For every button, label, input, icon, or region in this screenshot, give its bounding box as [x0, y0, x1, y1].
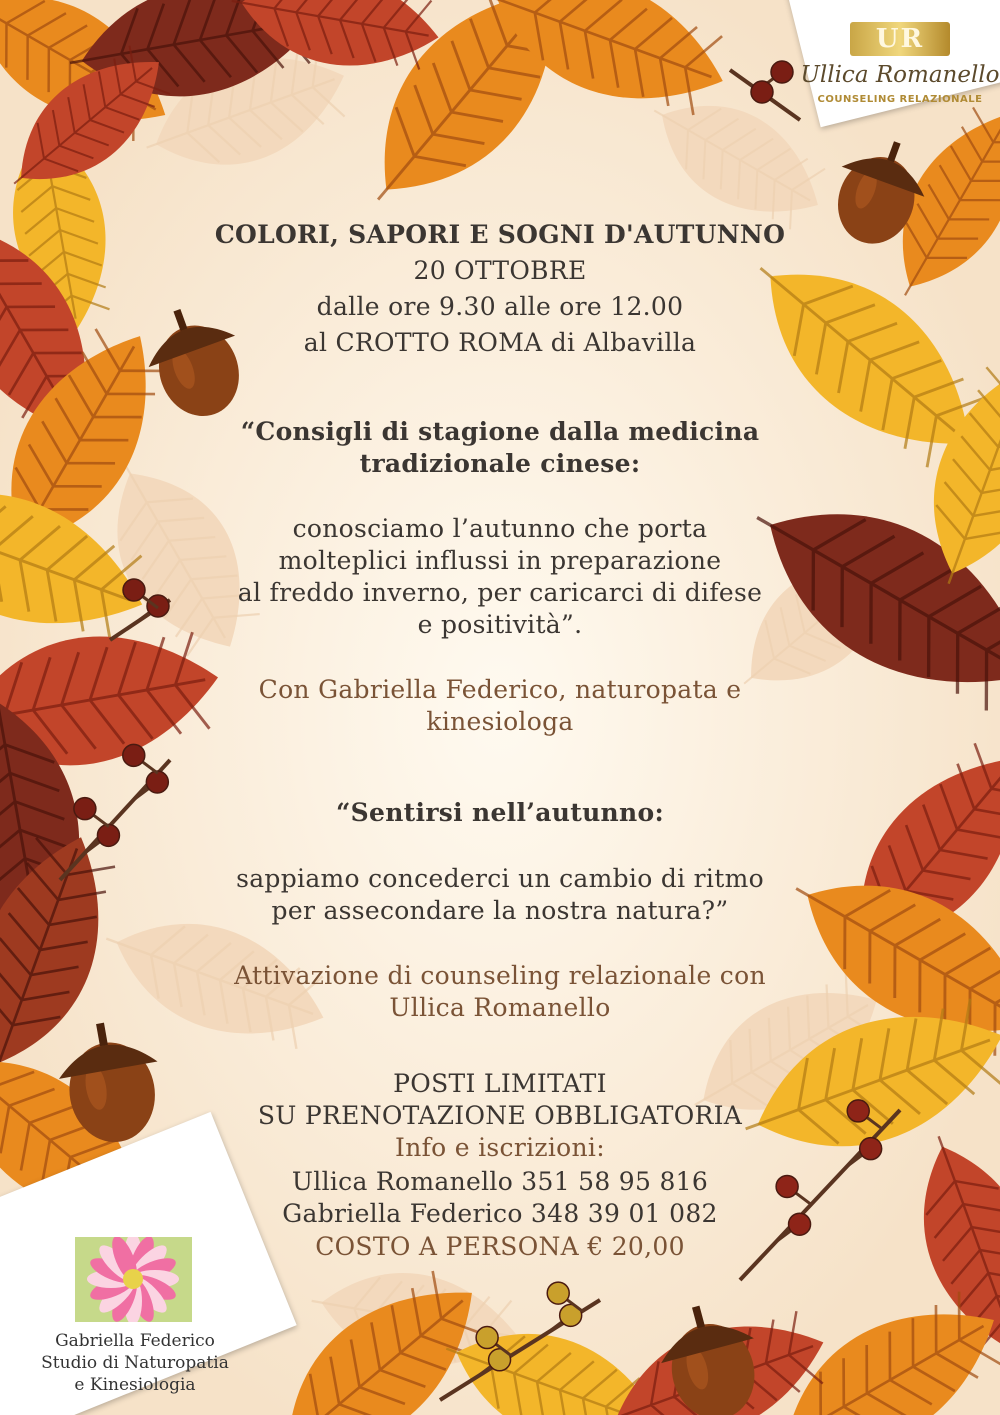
session2-title: “Sentirsi nell’autunno: [335, 798, 665, 827]
session1-host: Con Gabriella Federico, naturopata e [258, 675, 742, 704]
session1-body: al freddo inverno, per caricarci di difese [237, 578, 763, 607]
logo [800, 18, 1000, 118]
cost: COSTO A PERSONA € 20,00 [315, 1232, 685, 1261]
event-time: dalle ore 9.30 alle ore 12.00 [316, 292, 684, 321]
session2-host: Ullica Romanello [389, 993, 611, 1022]
booking-limited: POSTI LIMITATI [393, 1069, 607, 1098]
event-date: 20 OTTOBRE [413, 256, 587, 285]
studio-name: Gabriella Federico [55, 1331, 215, 1351]
berry-icon [547, 1282, 569, 1304]
berry-icon [751, 81, 773, 103]
session1-title: tradizionale cinese: [359, 449, 641, 478]
session1-title: “Consigli di stagione dalla medicina [240, 417, 760, 446]
booking-required: SU PRENOTAZIONE OBBLIGATORIA [257, 1101, 743, 1130]
session1-body: molteplici influssi in preparazione [278, 546, 722, 575]
contact-gabriella: Gabriella Federico 348 39 01 082 [282, 1199, 718, 1228]
event-title: COLORI, SAPORI E SOGNI D'AUTUNNO [214, 220, 786, 249]
logo-name: Ullica Romanello [800, 62, 1000, 88]
event-venue: al CROTTO ROMA di Albavilla [303, 328, 697, 357]
logo-tagline: COUNSELING RELAZIONALE [817, 94, 983, 105]
berry-icon [476, 1327, 498, 1349]
studio-name: Studio di Naturopatia [41, 1353, 229, 1373]
session1-body: e positività”. [417, 610, 583, 639]
session2-host: Attivazione di counseling relazionale con [234, 961, 766, 990]
berry-icon [123, 744, 145, 766]
session2-body: per assecondare la nostra natura?” [271, 896, 729, 925]
berry-icon [146, 771, 168, 793]
berry-icon [771, 61, 793, 83]
logo-monogram: UR [850, 22, 950, 56]
session2-body: sappiamo concederci un cambio di ritmo [236, 864, 764, 893]
dahlia-flower-photo [75, 1237, 192, 1322]
studio-name: e Kinesiologia [74, 1375, 196, 1395]
session1-body: conosciamo l’autunno che porta [292, 514, 708, 543]
session1-host: kinesiologa [426, 707, 574, 736]
booking-info-label: Info e iscrizioni: [395, 1133, 605, 1162]
contact-ullica: Ullica Romanello 351 58 95 816 [291, 1167, 709, 1196]
